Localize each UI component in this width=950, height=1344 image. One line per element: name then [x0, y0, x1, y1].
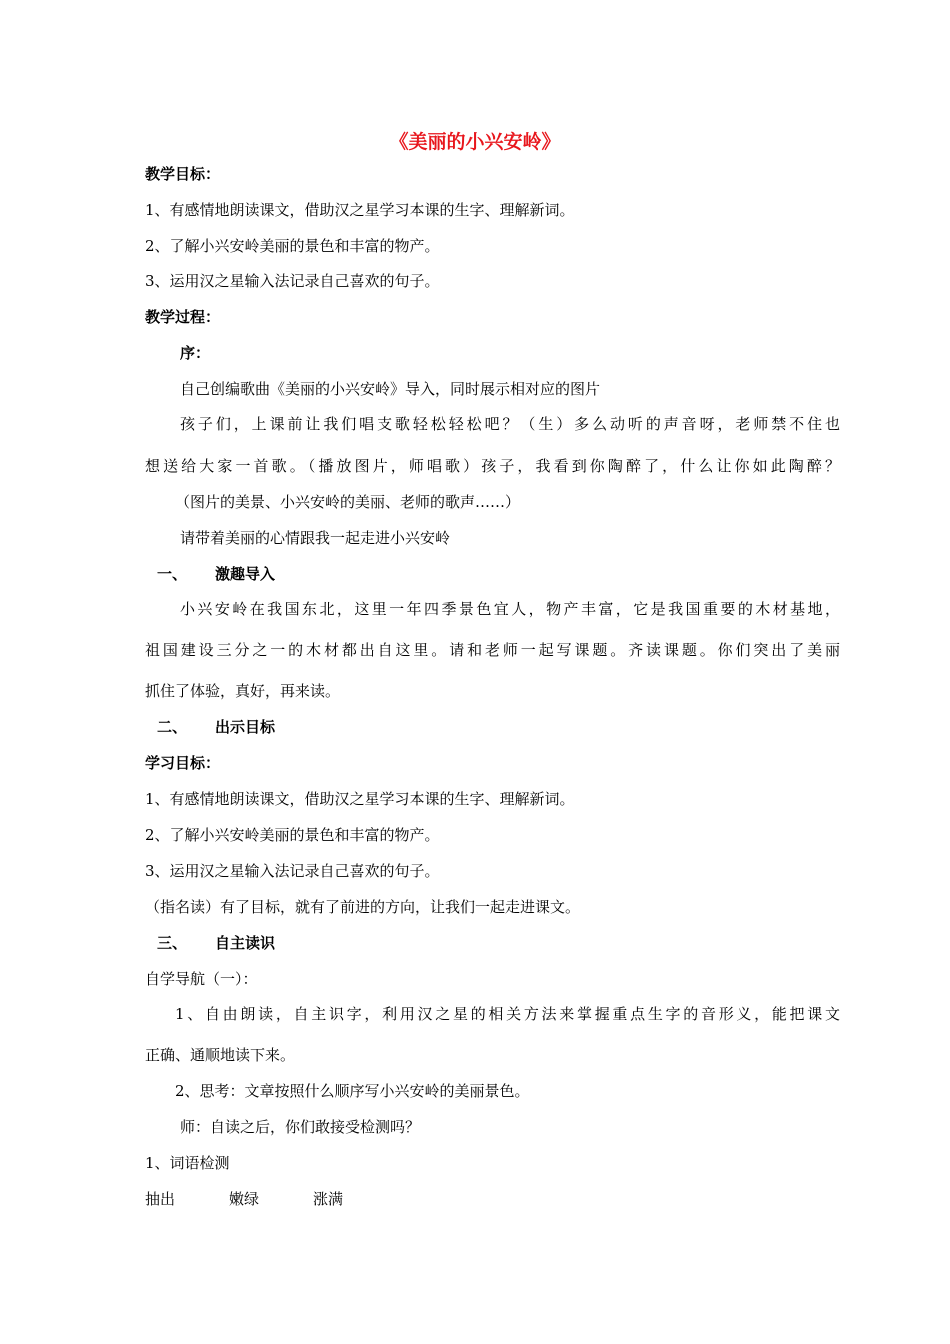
prelude-paragraph: 孩子们，上课前让我们唱支歌轻松轻松吧？（生）多么动听的声音呀，老师禁不住也 — [180, 415, 840, 433]
vocab-word: 抽出 — [145, 1190, 176, 1208]
vocab-word: 涨满 — [313, 1190, 344, 1208]
section-title: 出示目标 — [215, 718, 276, 736]
teaching-goal-item: 2、了解小兴安岭美丽的景色和丰富的物产。 — [145, 237, 440, 255]
section-number: 一、 — [157, 565, 188, 583]
section1-paragraph: 抓住了体验，真好，再来读。 — [145, 682, 341, 700]
vocab-list — [145, 1188, 840, 1210]
self-study-item: 1、自由朗读，自主识字，利用汉之星的相关方法来掌握重点生字的音形义，能把课文 — [175, 1005, 840, 1023]
section-number: 二、 — [157, 718, 188, 736]
learning-goals-heading: 学习目标： — [145, 754, 221, 772]
section-heading-1 — [145, 563, 840, 585]
teaching-goal-item: 1、有感情地朗读课文，借助汉之星学习本课的生字、理解新词。 — [145, 201, 575, 219]
section-heading-3 — [145, 932, 840, 954]
learning-goal-item: 1、有感情地朗读课文，借助汉之星学习本课的生字、理解新词。 — [145, 790, 575, 808]
section-title: 自主读识 — [215, 934, 276, 952]
self-study-item: 正确、通顺地读下来。 — [145, 1046, 296, 1064]
document-title: 《美丽的小兴安岭》 — [389, 131, 561, 153]
teaching-goal-item: 3、运用汉之星输入法记录自己喜欢的句子。 — [145, 272, 440, 290]
self-study-item: 2、思考：文章按照什么顺序写小兴安岭的美丽景色。 — [175, 1082, 530, 1100]
prelude-paragraph: 自己创编歌曲《美丽的小兴安岭》导入，同时展示相对应的图片 — [180, 380, 601, 398]
vocab-word: 嫩绿 — [229, 1190, 260, 1208]
prelude-paragraph: 想送给大家一首歌。（播放图片，师唱歌）孩子，我看到你陶醉了，什么让你如此陶醉？ — [145, 457, 840, 475]
section1-paragraph: 祖国建设三分之一的木材都出自这里。请和老师一起写课题。齐读课题。你们突出了美丽 — [145, 641, 840, 659]
learning-goal-item: 3、运用汉之星输入法记录自己喜欢的句子。 — [145, 862, 440, 880]
vocab-heading: 1、词语检测 — [145, 1154, 230, 1172]
teacher-line: 师：自读之后，你们敢接受检测吗？ — [180, 1118, 421, 1136]
self-study-nav: 自学导航（一）： — [145, 970, 258, 988]
teaching-goals-heading: 教学目标： — [145, 165, 221, 183]
learning-goal-item: 2、了解小兴安岭美丽的景色和丰富的物产。 — [145, 826, 440, 844]
prelude-paragraph: 请带着美丽的心情跟我一起走进小兴安岭 — [180, 529, 451, 547]
section-number: 三、 — [157, 934, 188, 952]
section1-paragraph: 小兴安岭在我国东北，这里一年四季景色宜人，物产丰富，它是我国重要的木材基地， — [180, 600, 840, 618]
section-heading-2 — [145, 716, 840, 738]
learning-goals-note: （指名读）有了目标，就有了前进的方向，让我们一起走进课文。 — [145, 898, 581, 916]
section-title: 激趣导入 — [215, 565, 276, 583]
teaching-process-heading: 教学过程： — [145, 308, 221, 326]
prelude-paragraph: （图片的美景、小兴安岭的美丽、老师的歌声……） — [175, 493, 521, 511]
prelude-heading: 序： — [180, 344, 211, 362]
